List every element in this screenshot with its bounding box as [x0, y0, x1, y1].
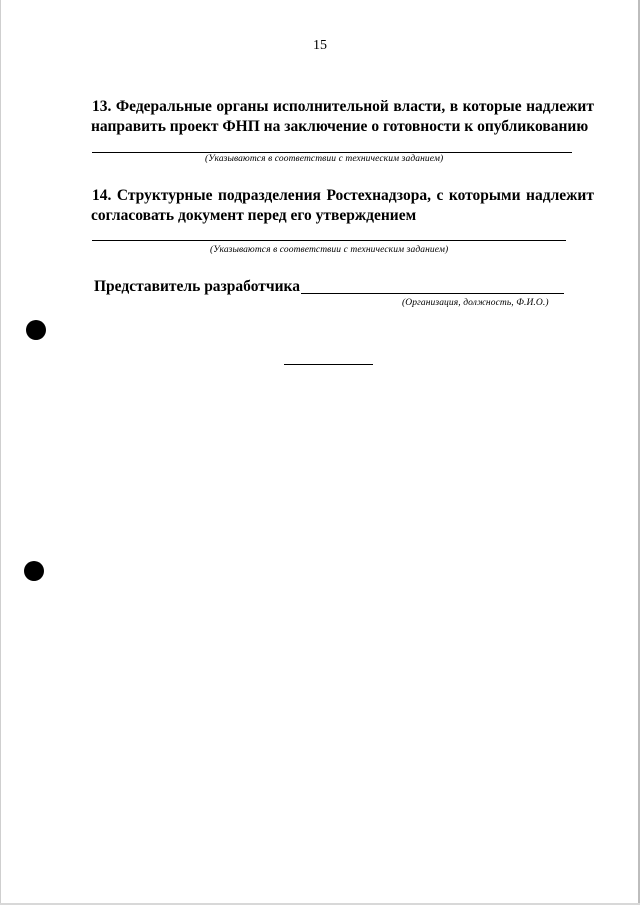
section-14-line-2: согласовать документ перед его утверждением [91, 207, 417, 224]
end-of-document-rule [284, 364, 373, 365]
section-13-word: исполнительной [273, 98, 389, 115]
section-14-word: надлежит [526, 187, 594, 204]
representative-fill-line [301, 293, 564, 294]
section-13-word: в [449, 98, 459, 115]
section-13-fill-line [92, 152, 572, 153]
section-14-line-1 [92, 186, 594, 206]
page-edge-left [0, 0, 1, 905]
page-number: 15 [313, 38, 327, 53]
section-14-word: Структурные [116, 187, 213, 204]
section-14-word: Ростехнадзора, [326, 187, 431, 204]
section-13-word: власти, [393, 98, 446, 115]
section-13-heading [92, 97, 594, 137]
section-13-word: 13. [92, 98, 112, 115]
punch-hole-mark [26, 320, 46, 340]
representative-label: Представитель разработчика [94, 278, 300, 295]
section-13-word: надлежит [526, 98, 594, 115]
section-14-note: (Указываются в соответствии с техническим заданием) [210, 245, 449, 255]
section-14-heading [92, 186, 594, 226]
section-14-word: подразделения [218, 187, 321, 204]
section-13-line-2: направить проект ФНП на заключение о готовности к опубликованию [91, 118, 589, 135]
section-14-word: которыми [448, 187, 521, 204]
section-13-word: которые [462, 98, 522, 115]
section-13-note: (Указываются в соответствии с техническим заданием) [205, 154, 444, 164]
section-13-word: органы [216, 98, 269, 115]
representative-note: (Организация, должность, Ф.И.О.) [402, 298, 549, 308]
section-13-line-1 [92, 97, 594, 117]
section-14-fill-line [92, 240, 566, 241]
section-14-word: с [436, 187, 444, 204]
punch-hole-mark [24, 561, 44, 581]
section-14-word: 14. [92, 187, 112, 204]
section-13-word: Федеральные [115, 98, 212, 115]
